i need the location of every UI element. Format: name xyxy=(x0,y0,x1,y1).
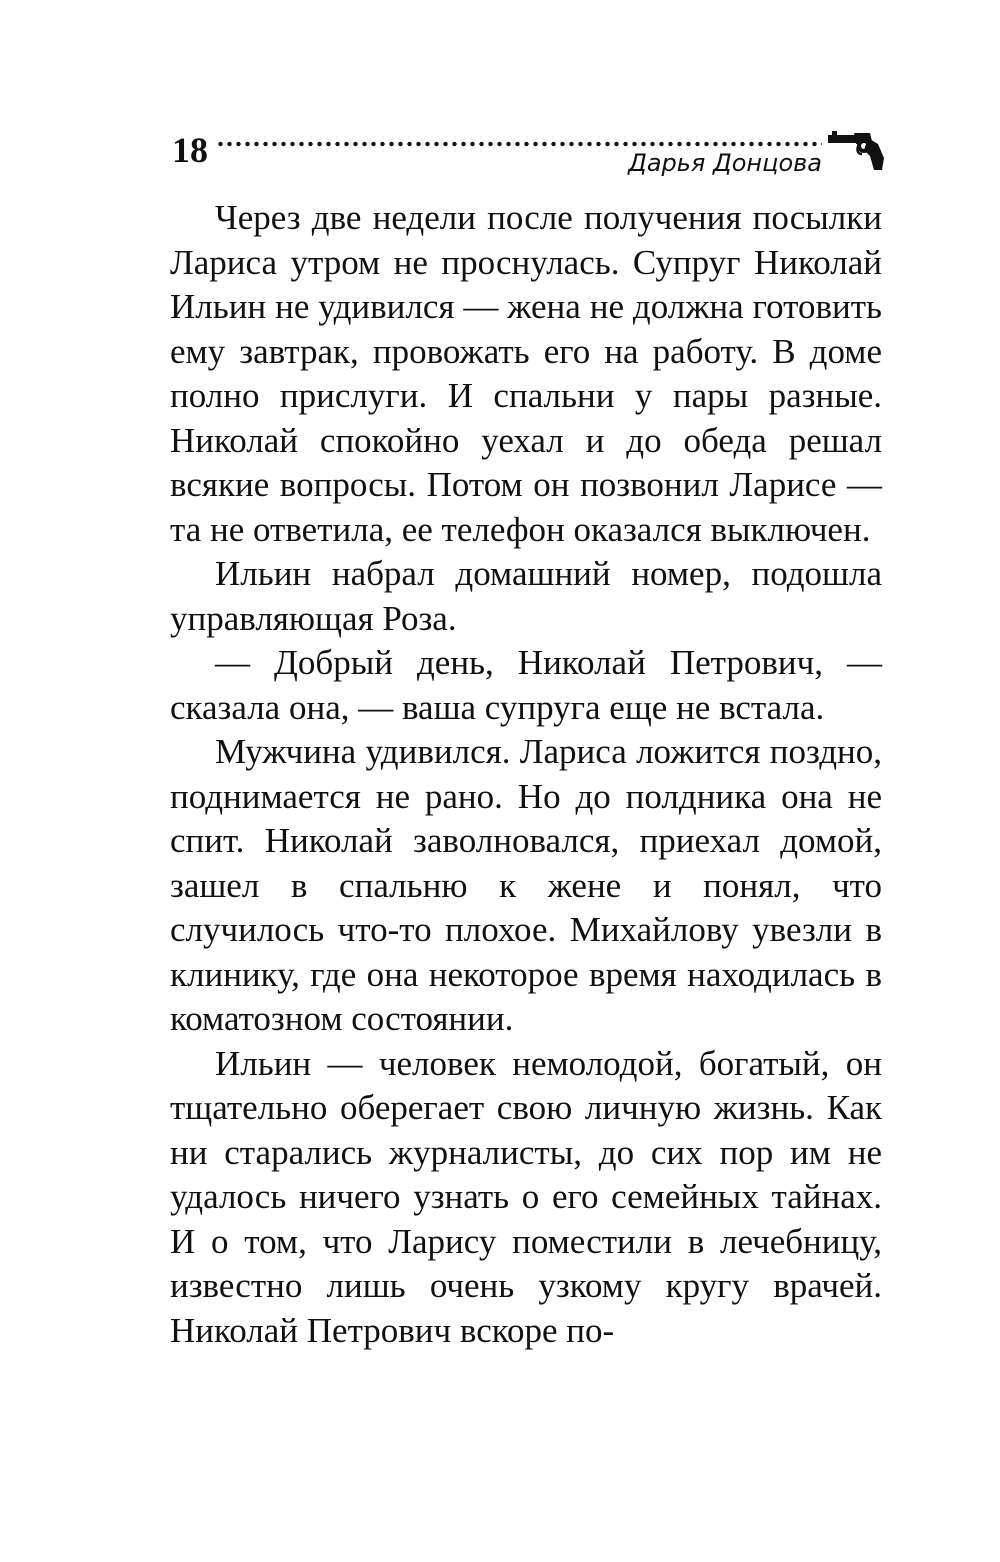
body-text xyxy=(170,196,882,1353)
paragraph: Ильин — человек немолодой, богатый, он тщательно оберегает свою личную жизнь. Как ни старались журналисты, до сих пор им не удалось ничего узнать о его семейных тайнах. И о том, что Ларису поместили в лечебницу, известно лишь очень узкому кругу врачей. Николай Петрович вскоре по- xyxy=(170,1043,882,1350)
paragraph: Через две недели после получения посылки Лариса утром не проснулась. Супруг Николай Ильин не удивился — жена не должна готовить ему завтрак, провожать его на работу. В доме полно прислуги. И спальни у пары разные. Николай спокойно уехал и до обеда решал всякие вопросы. Потом он позвонил Ларисе — та не ответила, ее телефон оказался выключен. xyxy=(170,198,882,549)
paragraph: — Добрый день, Николай Петрович, — сказала она, — ваша супруга еще не встала. xyxy=(170,643,882,727)
running-header-author: Дарья Донцова xyxy=(628,149,822,177)
revolver-icon xyxy=(828,128,886,174)
dotted-leader xyxy=(216,140,822,148)
running-header xyxy=(172,128,892,188)
paragraph: Мужчина удивился. Лариса ложится поздно, поднимается не рано. Но до полдника она не спит. Николай заволновался, приехал домой, зашел в спальню к жене и понял, что случилось что-то плохое. Михайлову увезли в клинику, где она некоторое время находилась в коматозном состоянии. xyxy=(170,732,882,1038)
page-number: 18 xyxy=(172,130,208,170)
paragraph: Ильин набрал домашний номер, подошла управляющая Роза. xyxy=(170,554,882,638)
